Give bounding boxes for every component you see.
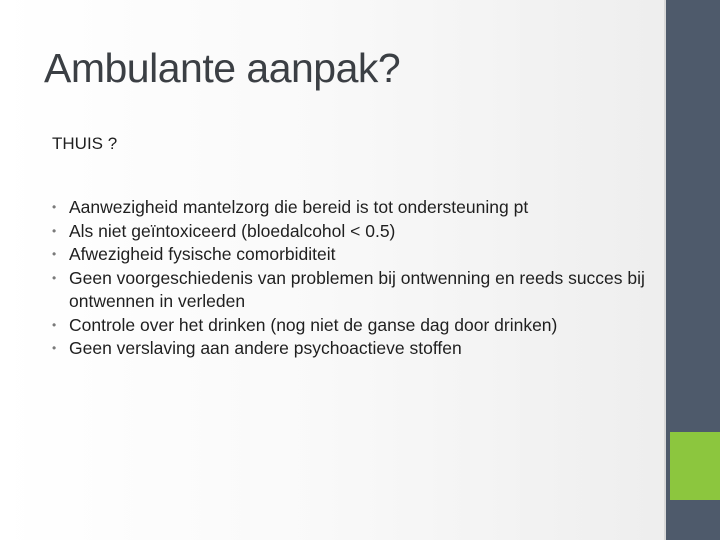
bullet-list xyxy=(52,196,652,361)
bullet-icon: • xyxy=(52,223,57,238)
bullet-icon: • xyxy=(52,247,57,262)
bullet-text: Controle over het drinken (nog niet de ganse dag door drinken) xyxy=(69,314,558,335)
bullet-text: Als niet geïntoxiceerd (bloedalcohol < 0.5) xyxy=(69,220,396,241)
bullet-item xyxy=(52,220,652,243)
bullet-text: Geen voorgeschiedenis van problemen bij ontwenning en reeds succes bij ontwennen in verleden xyxy=(69,267,645,311)
bullet-icon: • xyxy=(52,200,57,214)
bullet-icon: • xyxy=(52,341,57,356)
bullet-item xyxy=(52,337,652,360)
bullet-text: Afwezigheid fysische comorbiditeit xyxy=(69,244,336,265)
accent-block xyxy=(670,432,720,500)
bullet-item xyxy=(52,314,652,337)
bullet-text: Aanwezigheid mantelzorg die bereid is tot ondersteuning pt xyxy=(69,197,529,217)
bullet-item xyxy=(52,267,652,313)
bullet-icon: • xyxy=(52,317,57,332)
bullet-item xyxy=(52,243,652,266)
slide-title: Ambulante aanpak? xyxy=(44,45,401,91)
slide-subheading: THUIS ? xyxy=(52,134,118,153)
bullet-icon: • xyxy=(52,270,57,285)
bullet-text: Geen verslaving aan andere psychoactieve stoffen xyxy=(69,338,462,359)
bullet-item xyxy=(52,196,652,219)
